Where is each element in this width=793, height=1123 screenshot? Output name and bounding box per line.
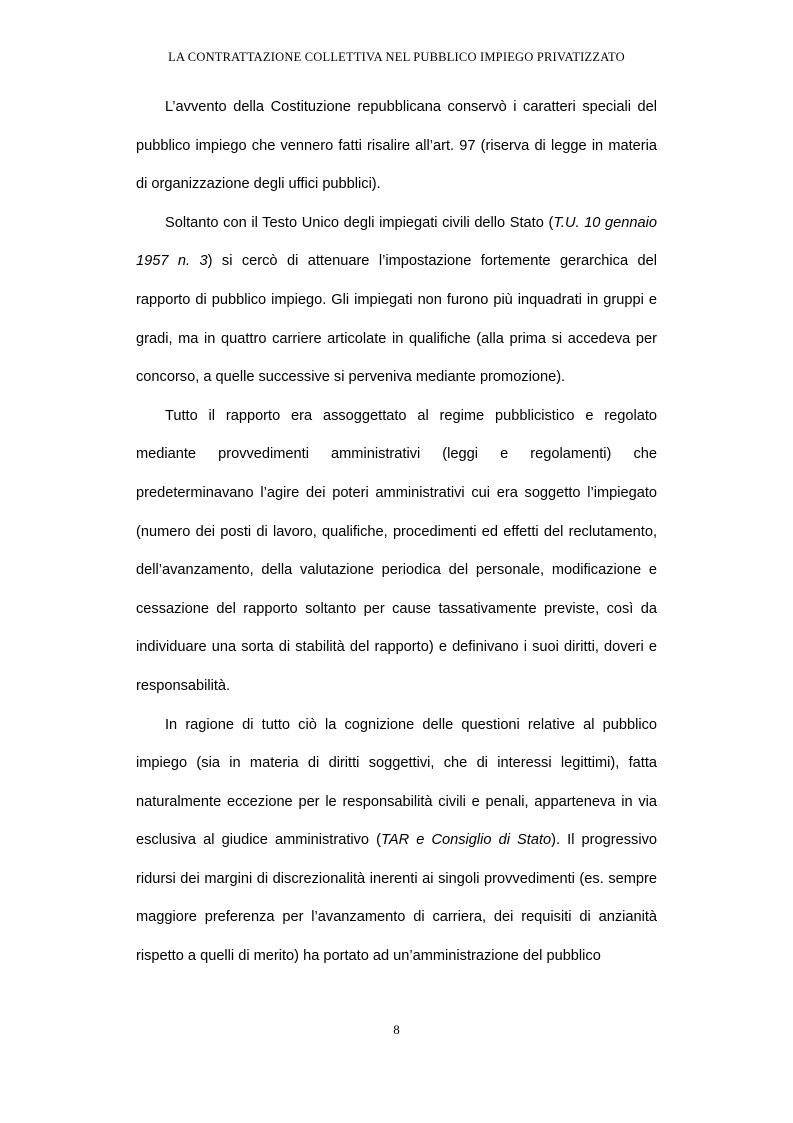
paragraph-4 bbox=[136, 706, 657, 976]
paragraph-1-text: L’avvento della Costituzione repubblicana conservò i caratteri speciali del pubblico impiego che vennero fatti risalire all’art. 97 (riserva di legge in materia di organizzazione degli uffici pubblici). bbox=[136, 99, 657, 193]
paragraph-1 bbox=[136, 88, 657, 204]
paragraph-2-text-after: ) si cercò di attenuare l’impostazione fortemente gerarchica del rapporto di pubblico impiego. Gli impiegati non furono più inquadrati in gruppi e gradi, ma in quattro carriere articolate in qualifiche (alla prima si accedeva per concorso, a quelle successive si perveniva mediante promozione). bbox=[136, 253, 657, 386]
paragraph-3 bbox=[136, 397, 657, 706]
body-text bbox=[136, 88, 657, 976]
paragraph-3-text: Tutto il rapporto era assoggettato al regime pubblicistico e regolato mediante provvedimenti amministrativi (leggi e regolamenti) che predeterminavano l’agire dei poteri amministrativi cui era soggetto l’impiegato (numero dei posti di lavoro, qualifiche, procedimenti ed effetti del reclutamento, dell’avanzamento, della valutazione periodica del personale, modificazione e cessazione del rapporto soltanto per cause tassativamente previste, così da individuare una sorta di stabilità del rapporto) e definivano i suoi diritti, doveri e responsabilità. bbox=[136, 407, 657, 694]
running-header: LA CONTRATTAZIONE COLLETTIVA NEL PUBBLICO IMPIEGO PRIVATIZZATO bbox=[168, 50, 625, 64]
paragraph-2-text-before: Soltanto con il Testo Unico degli impiegati civili dello Stato ( bbox=[165, 214, 554, 231]
paragraph-4-text-before: In ragione di tutto ciò la cognizione delle questioni relative al pubblico impiego (sia in materia di diritti soggettivi, che di interessi legittimi), fatta naturalmente eccezione per le responsabilità civili e penali, apparteneva in via esclusiva al giudice amministrativo ( bbox=[136, 716, 657, 849]
page-number: 8 bbox=[393, 1022, 400, 1037]
paragraph-2 bbox=[136, 204, 657, 397]
paragraph-2-citation: T.U. 10 gennaio 1957 n. 3 bbox=[136, 214, 657, 270]
paragraph-4-citation: TAR e Consiglio di Stato bbox=[381, 832, 552, 849]
paragraph-4-text-after: ). Il progressivo ridursi dei margini di discrezionalità inerenti ai singoli provvedimenti (es. sempre maggiore preferenza per l’avanzamento di carriera, dei requisiti di anzianità rispetto a quelli di merito) ha portato ad un’amministrazione del pubblico bbox=[136, 832, 657, 965]
